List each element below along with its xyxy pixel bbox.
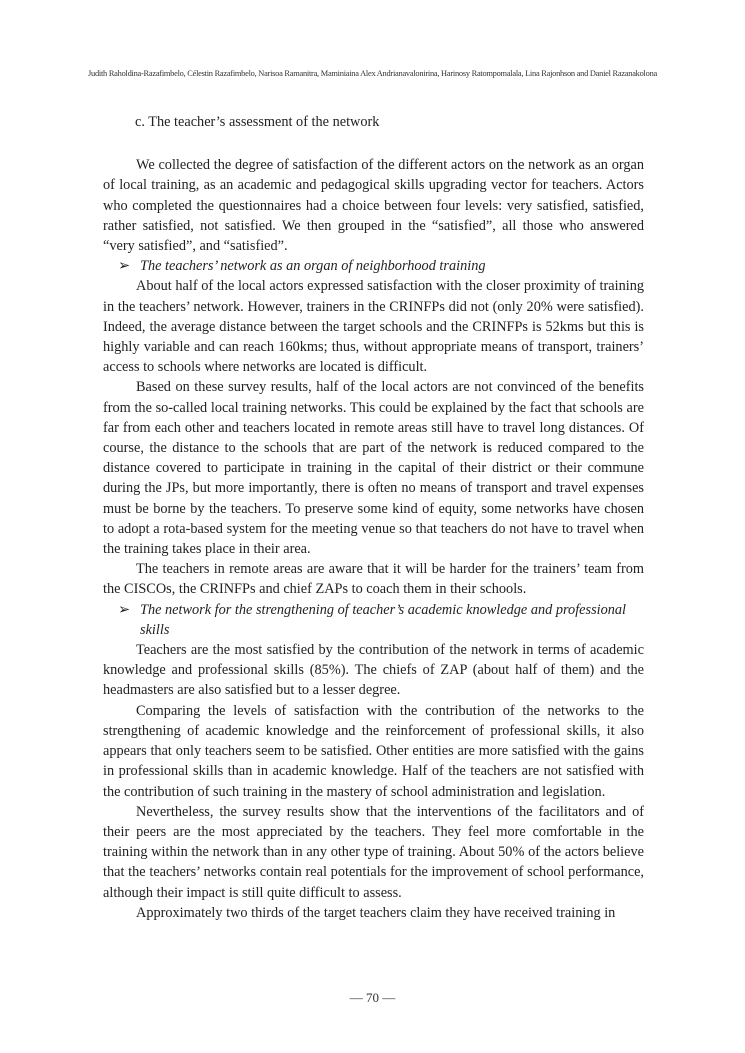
paragraph-satisfaction-method: We collected the degree of satisfaction of the different actors on the network as an organ of local training, as an academic and pedagogical skills upgrading vector for teachers. Actors who completed the questionnaires had a choice between four levels: very satisfied, satisfied, rather satisfied, not satisfied. We then grouped in the “satisfied”, all those who answered “very satisfied”, and “satisfied”. [103,157,644,255]
paragraph-survey-results: Based on these survey results, half of the local actors are not convinced of the benefits from the so-called local training networks. This could be explained by the fact that schools are far from each other and teachers located in remote areas still have to travel long distances. Of course, the distance to the schools that are part of the network is reduced compared to the distance covered to participate in training in the capital of their district or their commune during the JPs, but more importantly, there is often no means of transport and travel expenses must be borne by the teachers. To preserve some kind of equity, some networks have chosen to adopt a rota-based system for the meeting venue so that teachers do not have to travel when the training takes place in their area. [103,379,644,558]
paragraph-remote-areas: The teachers in remote areas are aware that it will be harder for the trainers’ team from the CISCOs, the CRINFPs and chief ZAPs to coach them in their schools. [103,561,644,598]
paragraph-two-thirds: Approximately two thirds of the target teachers claim they have received training in [136,904,616,921]
running-header-authors: Judith Raholdina-Razafimbelo, Célestin Razafimbelo, Narisoa Ramanitra, Maminiaina Alex Andrianavalonirina, Harinosy Ratompomalala, Lina Rajonhson and Daniel Razanakolona [88,69,657,78]
bullet-heading-neighborhood-training [103,256,644,276]
paragraph-comparison: Comparing the levels of satisfaction with the contribution of the networks to the strengthening of academic knowledge and the reinforcement of professional skills, it also appears that only teachers seem to be satisfied. Other entities are more satisfied with the gains in professional skills than in academic knowledge. Half of the teachers are not satisfied with the contribution of such training in the mastery of school administration and legislation. [103,702,644,800]
paragraph-proximity: About half of the local actors expressed satisfaction with the closer proximity of training in the teachers’ network. However, trainers in the CRINFPs did not (only 20% were satisfied). Indeed, the average distance between the target schools and the CRINFPs is 52kms but this is highly variable and can reach 160kms; thus, without appropriate means of transport, trainers’ access to schools where networks are located is difficult. [103,278,644,376]
section-heading: c. The teacher’s assessment of the network [135,114,380,130]
bullet-heading-text: The teachers’ network as an organ of neighborhood training [140,258,486,275]
page-number: — 70 — [349,990,396,1005]
bullet-heading-text-line1: The network for the strengthening of teacher’s academic knowledge and professional [140,601,627,618]
bullet-heading-text-line2: skills [140,621,170,638]
bullet-heading-academic-skills [103,600,644,640]
paragraph-teacher-satisfaction: Teachers are the most satisfied by the contribution of the network in terms of academic knowledge and professional skills (85%). The chiefs of ZAP (about half of them) and the headmasters are also satisfied but to a lesser degree. [103,642,644,699]
arrowhead-bullet-icon: ➢ [118,601,130,618]
page-body [103,112,644,923]
paragraph-facilitators: Nevertheless, the survey results show that the interventions of the facilitators and of their peers are the most appreciated by the teachers. They feel more comfortable in the training within the network than in any other type of training. About 50% of the actors believe that the teachers’ networks contain real potentials for the improvement of school performance, although their impact is still quite difficult to assess. [103,803,644,901]
arrowhead-bullet-icon: ➢ [118,258,130,275]
